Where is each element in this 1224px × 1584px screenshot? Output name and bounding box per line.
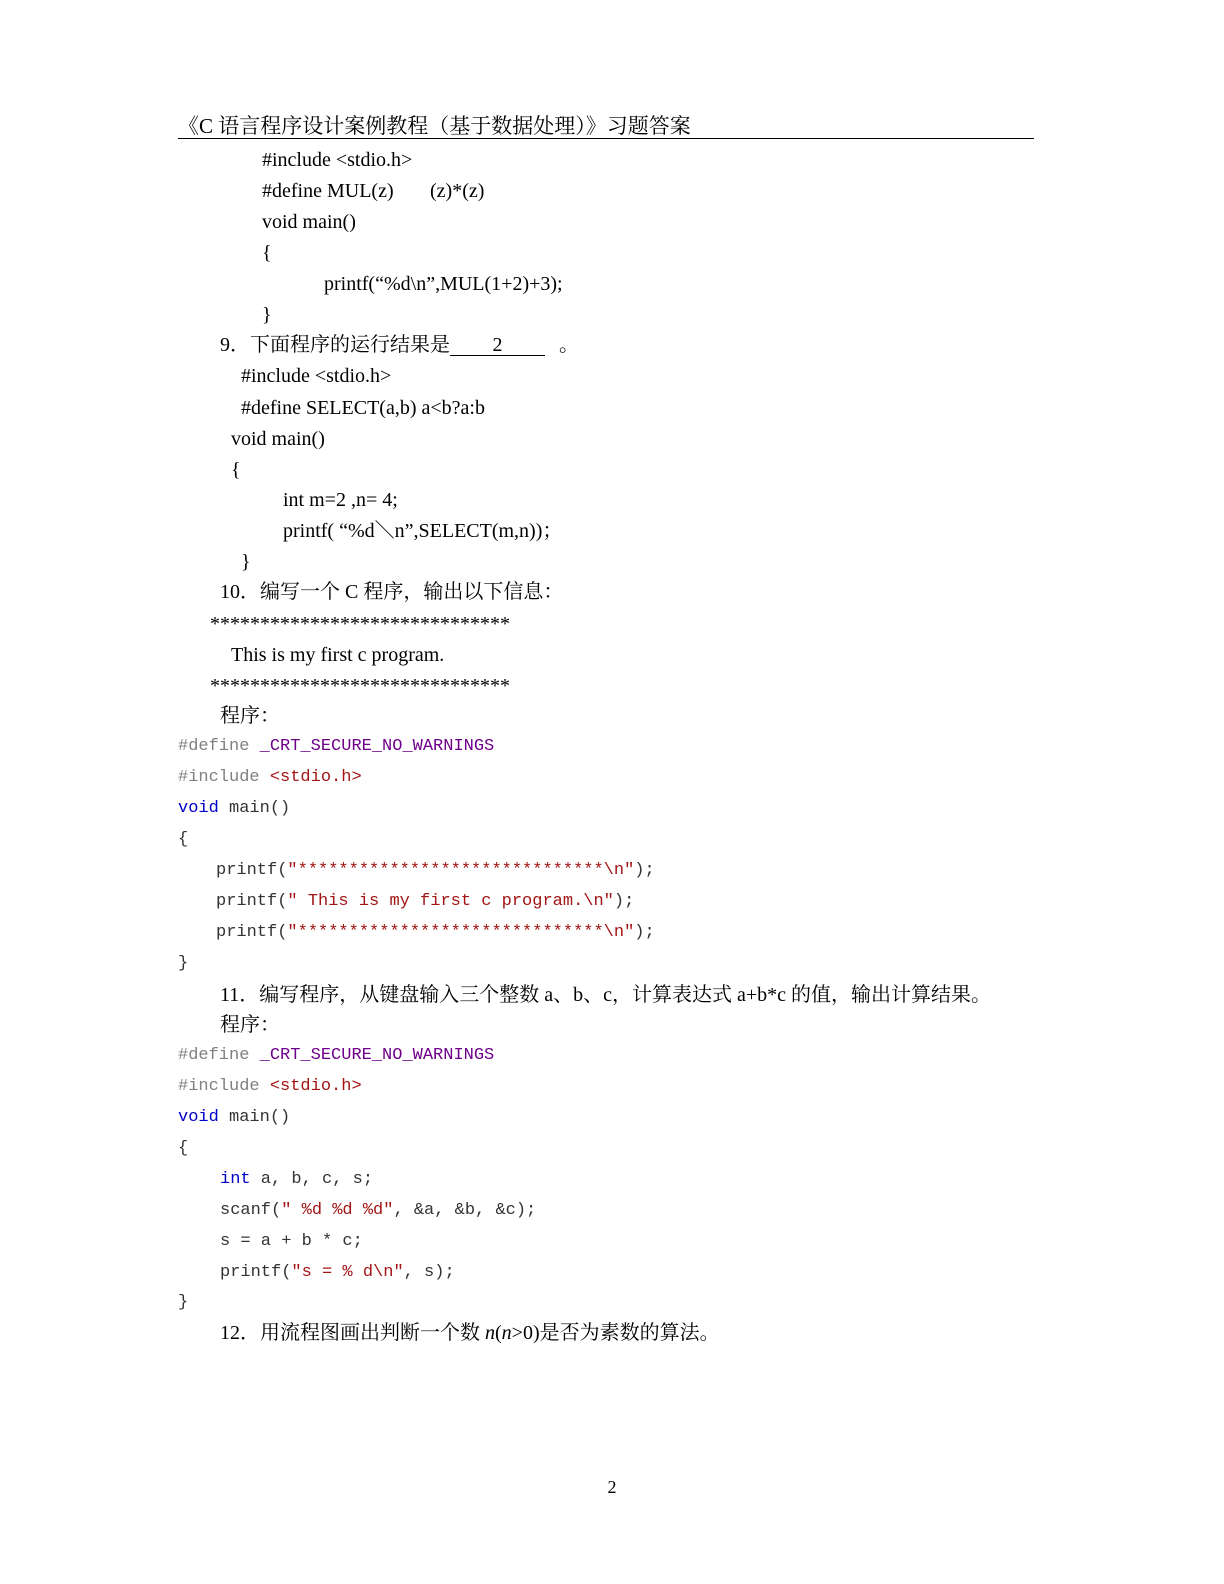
q9-text: 9．下面程序的运行结果是 [220,334,450,356]
q9-code-line: int m=2 ,n= 4; [283,489,398,511]
q8-code-line: #include <stdio.h> [262,149,413,171]
q8-code-line: #define MUL(z) [262,180,394,202]
q9-code-line: void main() [231,428,325,450]
page-header-title: 《C 语言程序设计案例教程（基于数据处理）》习题答案 [178,114,691,138]
q9-code-line: printf( “%d＼n”,SELECT(m,n))； [283,520,563,542]
q11-code-define: #define _CRT_SECURE_NO_WARNINGS [178,1046,495,1065]
q10-code-define: #define _CRT_SECURE_NO_WARNINGS [178,737,495,756]
q10-code-include: #include <stdio.h> [178,768,362,787]
q10-code-main: void main() [178,799,291,818]
q11-code-decl: int a, b, c, s; [220,1170,374,1189]
q10-code-brace: } [178,954,189,973]
q9-code-line: { [231,459,241,481]
question-11: 11．编写程序，从键盘输入三个整数 a、b、c，计算表达式 a+b*c 的值，输出计算结果。 [220,984,992,1006]
q11-code-printf: printf("s = % d\n", s); [220,1263,455,1282]
q8-code-line: printf(“%d\n”,MUL(1+2)+3); [324,273,563,295]
question-10: 10．编写一个 C 程序，输出以下信息： [220,581,564,603]
q11-code-main: void main() [178,1108,291,1127]
q11-code-scanf: scanf(" %d %d %d", &a, &b, &c); [220,1201,537,1220]
q9-answer-blank: 2 [450,335,545,356]
q10-code-printf: printf("******************************\n"); [216,923,655,942]
q10-program-label: 程序： [220,705,280,727]
q8-code-line: } [262,304,272,326]
q9-code-line: #define SELECT(a,b) a<b?a:b [241,397,485,419]
q9-tail: 。 [559,334,579,356]
q10-message: This is my first c program. [231,644,445,666]
q11-code-brace: } [178,1293,189,1312]
q11-program-label: 程序： [220,1014,280,1036]
header-rule [178,138,1034,139]
q8-code-line: { [262,242,272,264]
q10-code-printf: printf(" This is my first c program.\n"); [216,892,635,911]
q8-code-line: (z)*(z) [430,180,485,202]
q10-code-brace: { [178,830,189,849]
q10-code-printf: printf("******************************\n"); [216,861,655,880]
q10-stars-line: ****************************** [210,675,510,697]
q11-code-brace: { [178,1139,189,1158]
question-9 [220,335,579,356]
question-12: 12．用流程图画出判断一个数 n(n>0)是否为素数的算法。 [220,1322,720,1344]
page-number: 2 [607,1477,617,1497]
q8-code-line: void main() [262,211,356,233]
q11-code-include: #include <stdio.h> [178,1077,362,1096]
q9-code-line: } [241,551,251,573]
q10-stars-line: ****************************** [210,613,510,635]
q11-code-assign: s = a + b * c; [220,1232,363,1251]
q9-code-line: #include <stdio.h> [241,365,392,387]
